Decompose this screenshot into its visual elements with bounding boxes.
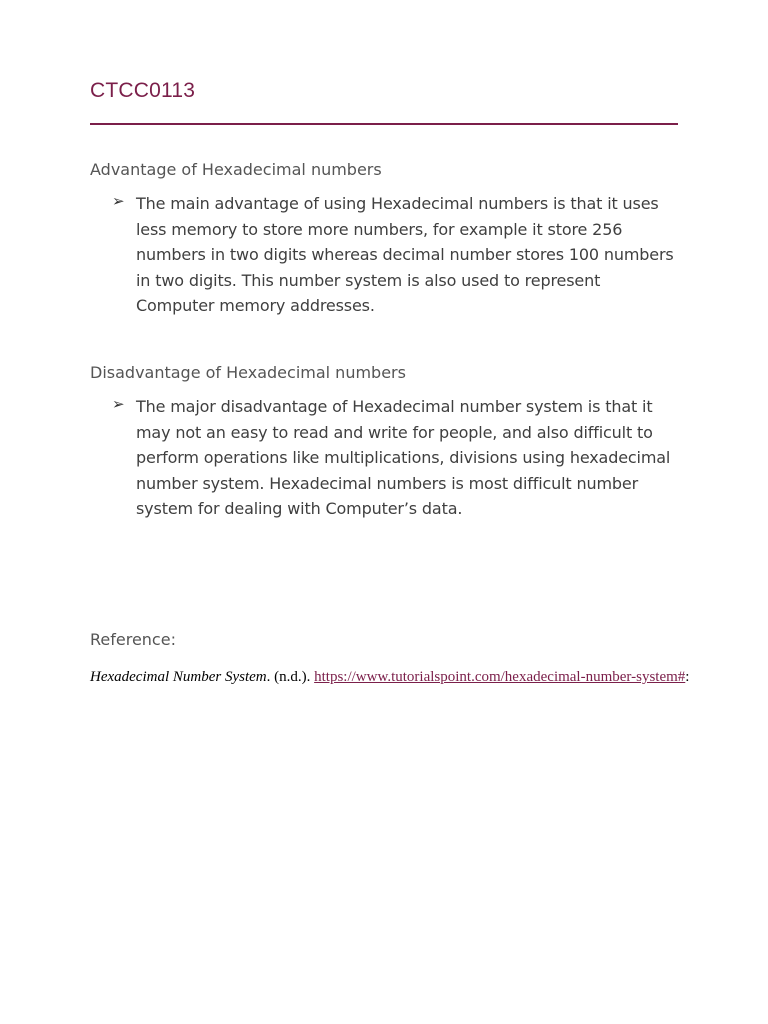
advantage-bullet-text: The main advantage of using Hexadecimal numbers is that it uses less memory to store more numbers, for example it store 256 numbers in two digits whereas decimal number stores 100 numbers in two digits. This number system is also used to represent Computer memory addresses. [136, 194, 674, 316]
arrow-bullet-icon: ➢ [112, 192, 125, 210]
reference-trailing: : [685, 669, 690, 685]
reference-entry [90, 659, 724, 695]
disadvantage-bullet [90, 394, 678, 522]
advantage-bullet [90, 191, 678, 319]
reference-work-title: Hexadecimal Number System [90, 669, 267, 685]
disadvantage-heading: Disadvantage of Hexadecimal numbers [90, 363, 406, 382]
document-title: CTCC0113 [90, 79, 196, 102]
advantage-heading: Advantage of Hexadecimal numbers [90, 160, 382, 179]
arrow-bullet-icon: ➢ [112, 395, 125, 413]
reference-heading: Reference: [90, 630, 176, 649]
title-divider [90, 123, 678, 125]
reference-date: . (n.d.). [266, 669, 315, 685]
reference-link[interactable]: https://www.tutorialspoint.com/hexadecimal-number-system# [314, 669, 686, 685]
disadvantage-bullet-text: The major disadvantage of Hexadecimal number system is that it may not an easy to read and write for people, and also difficult to perform operations like multiplications, divisions using hexadecimal number system. Hexadecimal numbers is most difficult number system for dealing with Computer’s data. [136, 397, 671, 519]
